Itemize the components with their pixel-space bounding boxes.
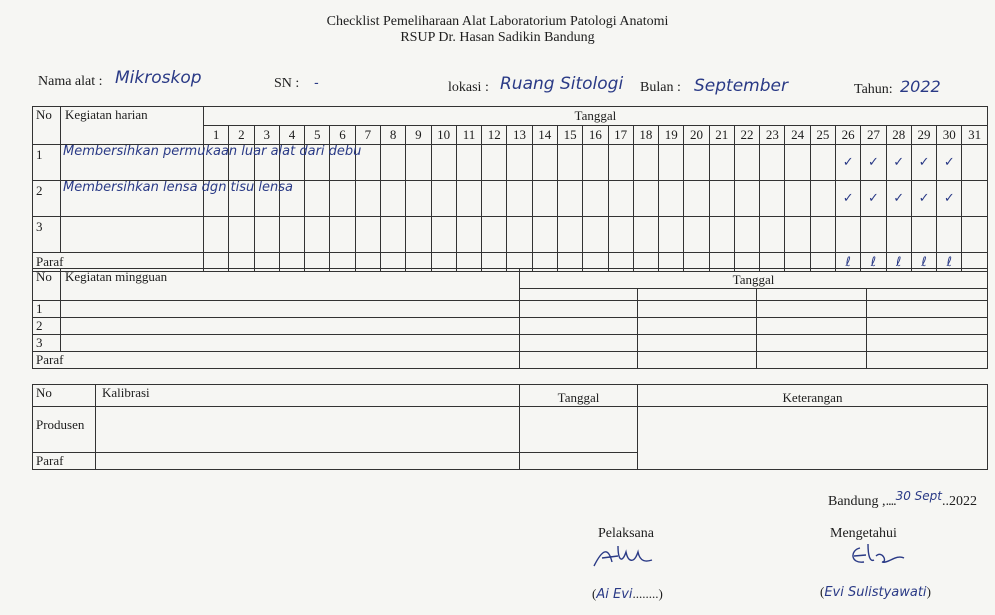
day-check-cell[interactable] (810, 181, 835, 217)
lokasi-value: Ruang Sitologi (500, 74, 624, 94)
day-check-cell[interactable] (709, 217, 734, 253)
day-check-cell[interactable] (911, 217, 936, 253)
day-number: 21 (709, 126, 734, 145)
calibration-keterangan-header: Keterangan (638, 385, 988, 407)
day-number: 9 (406, 126, 431, 145)
tahun-label: Tahun: (854, 82, 893, 97)
pelaksana-label: Pelaksana (598, 526, 654, 541)
day-check-cell[interactable] (861, 217, 886, 253)
day-check-cell[interactable]: ✓ (937, 145, 962, 181)
day-check-cell[interactable] (456, 145, 481, 181)
day-check-cell[interactable] (330, 217, 355, 253)
day-check-cell[interactable] (684, 145, 709, 181)
day-number: 23 (760, 126, 785, 145)
paraf-cell[interactable]: ℓ (886, 253, 911, 272)
day-check-cell[interactable]: ✓ (937, 181, 962, 217)
day-check-cell[interactable] (810, 217, 835, 253)
day-check-cell[interactable] (305, 217, 330, 253)
day-check-cell[interactable] (962, 181, 987, 217)
day-number: 14 (532, 126, 557, 145)
day-check-cell[interactable]: ✓ (886, 181, 911, 217)
day-check-cell[interactable] (431, 181, 456, 217)
daily-row-activity[interactable]: Membersihkan lensa dgn tisu lensa (61, 181, 204, 217)
daily-row-no: 1 (33, 145, 61, 181)
day-check-cell[interactable] (886, 217, 911, 253)
day-number: 20 (684, 126, 709, 145)
day-number: 31 (962, 126, 987, 145)
day-check-cell[interactable]: ✓ (911, 181, 936, 217)
day-check-cell[interactable] (330, 181, 355, 217)
nama-alat-value: Mikroskop (115, 68, 202, 88)
mengetahui-label: Mengetahui (830, 526, 897, 541)
bulan-value: September (694, 76, 788, 96)
calibration-no-header: No (33, 385, 96, 407)
weekly-tanggal-header: Tanggal (520, 269, 988, 289)
day-number: 18 (633, 126, 658, 145)
day-check-cell[interactable] (507, 145, 532, 181)
day-check-cell[interactable] (684, 217, 709, 253)
daily-row (33, 145, 988, 181)
day-number: 27 (861, 126, 886, 145)
day-check-cell[interactable] (532, 145, 557, 181)
day-number: 29 (911, 126, 936, 145)
day-number: 7 (355, 126, 380, 145)
day-check-cell[interactable] (456, 217, 481, 253)
day-number: 2 (229, 126, 254, 145)
day-check-cell[interactable] (305, 181, 330, 217)
day-check-cell[interactable] (406, 145, 431, 181)
day-check-cell[interactable]: ✓ (836, 181, 861, 217)
paraf-cell[interactable]: ℓ (836, 253, 861, 272)
day-check-cell[interactable] (659, 145, 684, 181)
day-check-cell[interactable] (431, 217, 456, 253)
day-number: 5 (305, 126, 330, 145)
calibration-kalibrasi-header: Kalibrasi (96, 385, 520, 407)
day-check-cell[interactable] (659, 217, 684, 253)
day-number: 15 (557, 126, 582, 145)
mengetahui-signature (846, 540, 926, 570)
day-check-cell[interactable] (836, 217, 861, 253)
bulan-label: Bulan : (640, 80, 681, 95)
day-check-cell[interactable] (633, 145, 658, 181)
day-check-cell[interactable] (785, 145, 810, 181)
weekly-activity-cell[interactable] (61, 318, 520, 335)
day-check-cell[interactable] (937, 217, 962, 253)
day-check-cell[interactable] (482, 217, 507, 253)
day-number: 30 (937, 126, 962, 145)
day-check-cell[interactable]: ✓ (886, 145, 911, 181)
weekly-activity-cell[interactable] (61, 335, 520, 352)
day-check-cell[interactable]: ✓ (861, 145, 886, 181)
calibration-produsen-cell[interactable] (96, 407, 520, 453)
calibration-tanggal-header: Tanggal (520, 385, 638, 407)
calibration-date-cell[interactable] (520, 407, 638, 453)
day-check-cell[interactable] (734, 181, 759, 217)
day-check-cell[interactable] (962, 145, 987, 181)
day-check-cell[interactable] (380, 145, 405, 181)
weekly-activity-cell[interactable] (61, 301, 520, 318)
daily-activity-header: Kegiatan harian (61, 107, 204, 145)
day-number: 19 (659, 126, 684, 145)
weekly-no-header: No (33, 269, 61, 301)
calibration-produsen-label: Produsen (33, 407, 96, 453)
day-number: 28 (886, 126, 911, 145)
day-check-cell[interactable] (583, 181, 608, 217)
day-check-cell[interactable] (355, 217, 380, 253)
footer-year: 2022 (948, 494, 977, 509)
day-check-cell[interactable] (482, 145, 507, 181)
weekly-paraf-label: Paraf (33, 352, 520, 369)
calibration-table (32, 384, 988, 470)
day-check-cell[interactable] (709, 181, 734, 217)
daily-row (33, 217, 988, 253)
mengetahui-name-line: (Evi Sulistyawati) (820, 584, 931, 600)
day-check-cell[interactable] (760, 145, 785, 181)
day-number: 22 (734, 126, 759, 145)
day-check-cell[interactable] (583, 217, 608, 253)
daily-row-activity[interactable]: Membersihkan permukaan luar alat dari debu (61, 145, 204, 181)
day-check-cell[interactable] (532, 217, 557, 253)
calibration-paraf-label: Paraf (33, 453, 96, 470)
day-check-cell[interactable] (785, 181, 810, 217)
paraf-cell[interactable]: ℓ (911, 253, 936, 272)
day-number: 1 (204, 126, 229, 145)
day-check-cell[interactable] (557, 217, 582, 253)
day-check-cell[interactable] (734, 145, 759, 181)
day-check-cell[interactable] (482, 181, 507, 217)
day-check-cell[interactable] (608, 181, 633, 217)
day-check-cell[interactable] (355, 181, 380, 217)
day-check-cell[interactable] (456, 181, 481, 217)
day-number: 3 (254, 126, 279, 145)
day-check-cell[interactable]: ✓ (911, 145, 936, 181)
day-check-cell[interactable] (633, 181, 658, 217)
day-check-cell[interactable] (684, 181, 709, 217)
weekly-activity-header: Kegiatan mingguan (61, 269, 520, 301)
day-check-cell[interactable] (254, 217, 279, 253)
day-check-cell[interactable] (380, 181, 405, 217)
daily-no-header: No (33, 107, 61, 145)
tahun-value: 2022 (900, 77, 941, 96)
day-number: 17 (608, 126, 633, 145)
daily-paraf-label: Paraf (33, 253, 204, 272)
daily-row-no: 2 (33, 181, 61, 217)
pelaksana-name-line: (Ai Evi........) (592, 586, 663, 602)
day-check-cell[interactable] (608, 145, 633, 181)
day-check-cell[interactable] (659, 181, 684, 217)
day-number: 6 (330, 126, 355, 145)
day-number: 4 (279, 126, 304, 145)
daily-row-no: 3 (33, 217, 61, 253)
day-check-cell[interactable] (583, 145, 608, 181)
day-check-cell[interactable] (507, 217, 532, 253)
day-number: 11 (456, 126, 481, 145)
mengetahui-name: Evi Sulistyawati (824, 585, 927, 600)
weekly-row-no: 1 (33, 301, 61, 318)
weekly-row-no: 2 (33, 318, 61, 335)
day-check-cell[interactable] (785, 217, 810, 253)
day-number: 16 (583, 126, 608, 145)
day-check-cell[interactable] (810, 145, 835, 181)
daily-tanggal-header: Tanggal (204, 107, 988, 126)
weekly-row-no: 3 (33, 335, 61, 352)
day-check-cell[interactable] (431, 145, 456, 181)
day-check-cell[interactable] (709, 145, 734, 181)
document-title: Checklist Pemeliharaan Alat Laboratorium Patologi Anatomi (326, 14, 669, 29)
paraf-cell[interactable]: ℓ (937, 253, 962, 272)
daily-row (33, 181, 988, 217)
day-check-cell[interactable] (962, 217, 987, 253)
document-subtitle: RSUP Dr. Hasan Sadikin Bandung (400, 30, 595, 45)
nama-alat-label: Nama alat : (38, 74, 103, 89)
day-check-cell[interactable] (760, 181, 785, 217)
day-check-cell[interactable] (380, 217, 405, 253)
calibration-notes-cell[interactable] (638, 407, 988, 470)
daily-row-activity[interactable] (61, 217, 204, 253)
day-check-cell[interactable] (633, 217, 658, 253)
day-check-cell[interactable] (557, 181, 582, 217)
day-number: 10 (431, 126, 456, 145)
day-number: 12 (482, 126, 507, 145)
sn-label: SN : (274, 76, 300, 91)
lokasi-label: lokasi : (448, 80, 489, 95)
day-check-cell[interactable]: ✓ (861, 181, 886, 217)
day-number: 13 (507, 126, 532, 145)
day-check-cell[interactable] (406, 217, 431, 253)
day-check-cell[interactable] (204, 217, 229, 253)
pelaksana-signature (588, 540, 668, 572)
day-check-cell[interactable] (608, 217, 633, 253)
day-number: 25 (810, 126, 835, 145)
day-check-cell[interactable] (229, 217, 254, 253)
weekly-activity-table (32, 268, 988, 369)
day-number: 24 (785, 126, 810, 145)
footer-place: Bandung , (828, 494, 886, 509)
day-check-cell[interactable] (279, 217, 304, 253)
sn-value: - (314, 76, 319, 91)
footer-date-handwritten: 30 Sept (895, 489, 942, 503)
day-check-cell[interactable] (507, 181, 532, 217)
paraf-cell[interactable]: ℓ (861, 253, 886, 272)
day-check-cell[interactable] (760, 217, 785, 253)
day-check-cell[interactable] (557, 145, 582, 181)
pelaksana-name: Ai Evi (596, 587, 633, 602)
day-number: 26 (836, 126, 861, 145)
day-number: 8 (380, 126, 405, 145)
day-check-cell[interactable] (734, 217, 759, 253)
day-check-cell[interactable]: ✓ (836, 145, 861, 181)
day-check-cell[interactable] (406, 181, 431, 217)
day-check-cell[interactable] (532, 181, 557, 217)
footer-date-line: Bandung ,....30 Sept..2022 (828, 489, 977, 509)
daily-activity-table (32, 106, 988, 272)
